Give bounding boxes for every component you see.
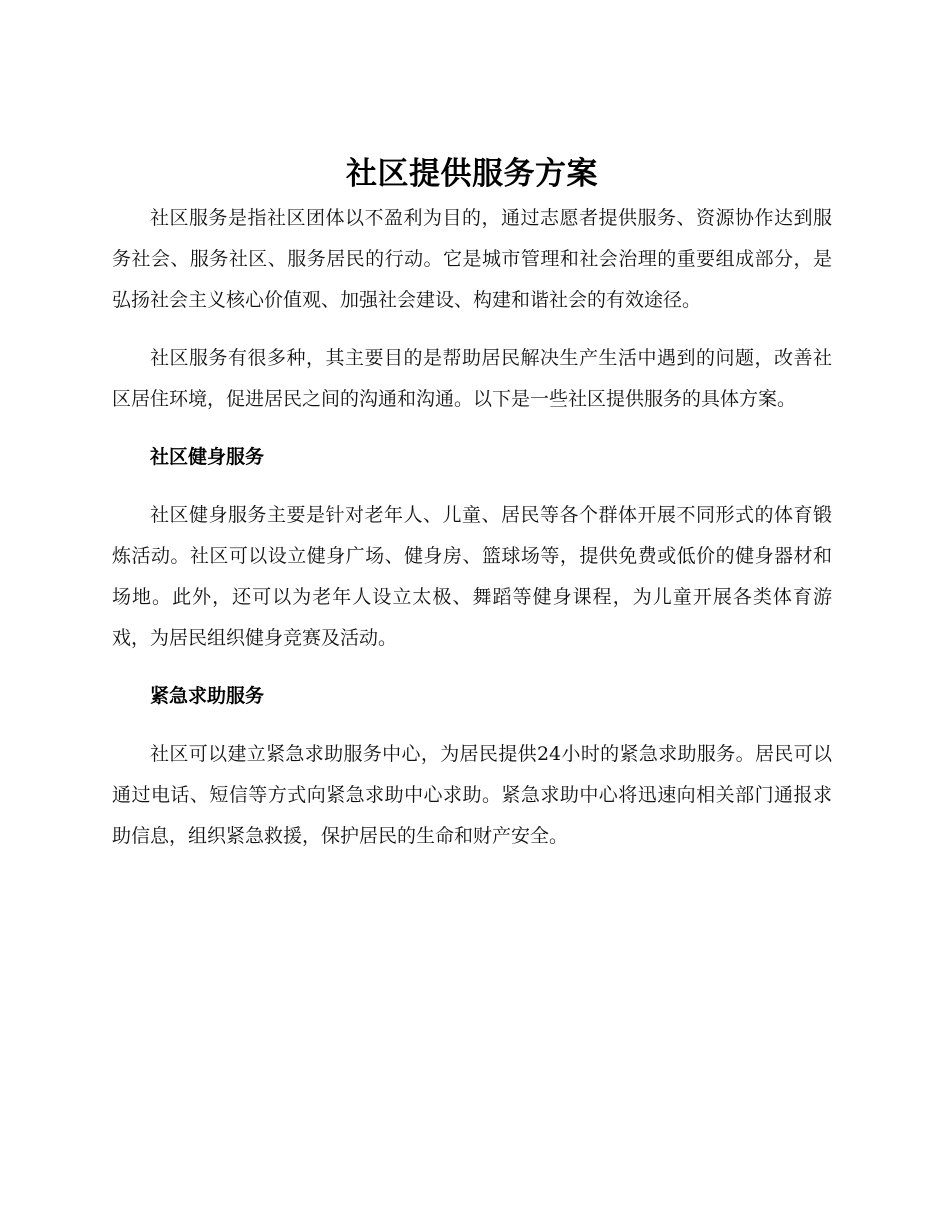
- intro-paragraph-1: 社区服务是指社区团体以不盈利为目的，通过志愿者提供服务、资源协作达到服务社会、服务社区、服务居民的行动。它是城市管理和社会治理的重要组成部分，是弘扬社会主义核心价值观、加强社会建设、构建和谐社会的有效途径。: [112, 207, 832, 311]
- section-emergency: [112, 676, 832, 857]
- document-page: [112, 150, 832, 874]
- section-fitness: [112, 437, 832, 659]
- section-body-fitness: 社区健身服务主要是针对老年人、儿童、居民等各个群体开展不同形式的体育锻炼活动。社区可以设立健身广场、健身房、篮球场等，提供免费或低价的健身器材和场地。此外，还可以为老年人设立太极、舞蹈等健身课程，为儿童开展各类体育游戏，为居民组织健身竞赛及活动。: [112, 504, 832, 649]
- section-body-emergency: 社区可以建立紧急求助服务中心，为居民提供24小时的紧急求助服务。居民可以通过电话、短信等方式向紧急求助中心求助。紧急求助中心将迅速向相关部门通报求助信息，组织紧急救援，保护居民的生命和财产安全。: [112, 743, 832, 847]
- section-heading-emergency: 紧急求助服务: [150, 685, 265, 707]
- document-title: 社区提供服务方案: [346, 156, 598, 192]
- intro-paragraph-2: 社区服务有很多种，其主要目的是帮助居民解决生产生活中遇到的问题，改善社区居住环境，促进居民之间的沟通和沟通。以下是一些社区提供服务的具体方案。: [112, 347, 832, 410]
- section-heading-fitness: 社区健身服务: [150, 446, 265, 468]
